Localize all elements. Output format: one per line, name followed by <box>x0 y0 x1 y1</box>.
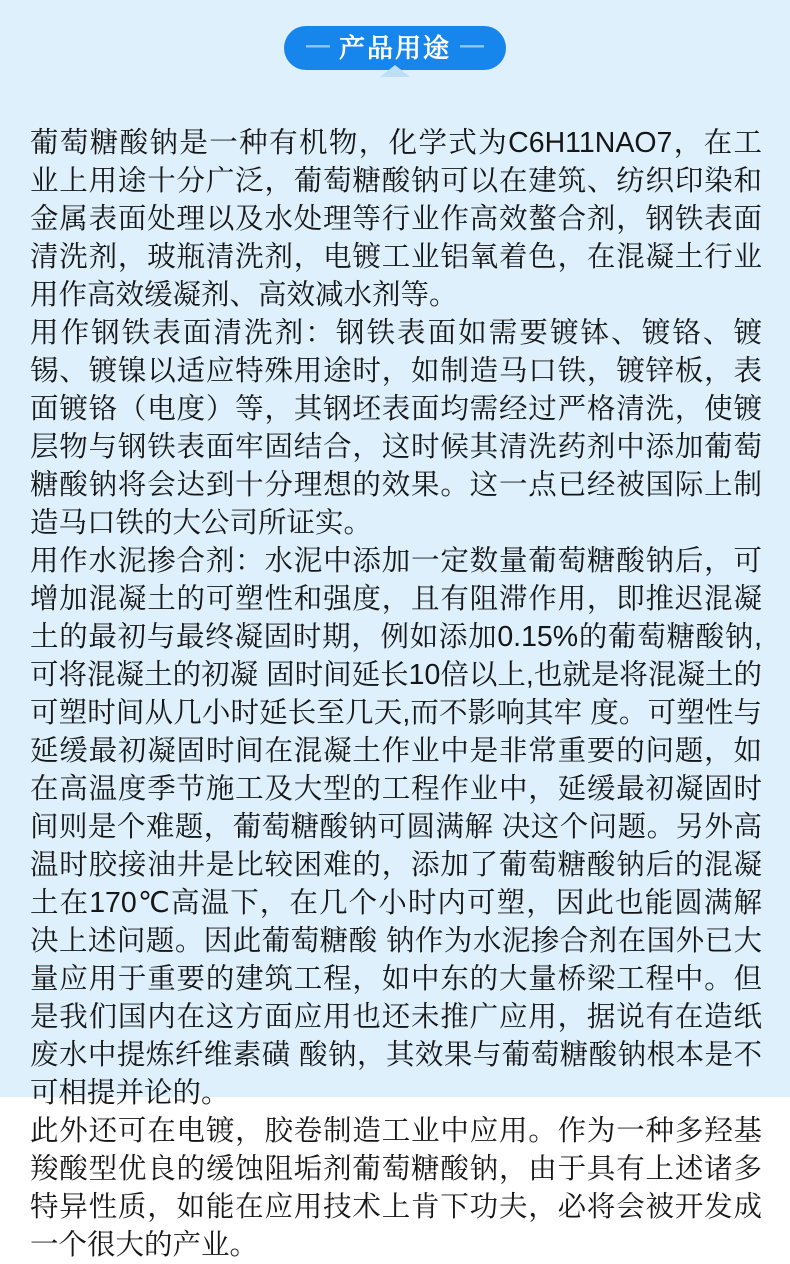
section-title: 产品用途 <box>338 33 451 63</box>
paragraph-cement-admixture: 用作水泥掺合剂：水泥中添加一定数量葡萄糖酸钠后，可增加混凝土的可塑性和强度，且有阻滞作用，即推迟混凝土的最初与最终凝固时期，例如添加0.15%的葡萄糖酸钠,可将混凝土的初凝 固时间延长10倍以上,也就是将混凝土的可塑时间从几小时延长至几天,而不影响其牢 度。可塑性与延缓最初凝固时间在混凝土作业中是非常重要的问题，如在高温度季节施工及大型的工程作业中，延缓最初凝固时间则是个难题，葡萄糖酸钠可圆满解 决这个问题。另外高温时胶接油井是比较困难的，添加了葡萄糖酸钠后的混凝土在170℃高温下，在几个小时内可塑，因此也能圆满解决上述问题。因此葡萄糖酸 钠作为水泥掺合剂在国外已大量应用于重要的建筑工程，如中东的大量桥梁工程中。但是我们国内在这方面应用也还未推广应用，据说有在造纸废水中提炼纤维素磺 酸钠，其效果与葡萄糖酸钠根本是不可相提并论的。 <box>30 545 762 1109</box>
paragraph-other-uses: 此外还可在电镀，胶卷制造工业中应用。作为一种多羟基羧酸型优良的缓蚀阻垢剂葡萄糖酸钠，由于具有上述诸多特异性质，如能在应用技术上肯下功夫，必将会被开发成一个很大的产业。 <box>30 1115 762 1261</box>
paragraph-overview: 葡萄糖酸钠是一种有机物，化学式为C6H11NAO7，在工业上用途十分广泛，葡萄糖酸钠可以在建筑、纺织印染和金属表面处理以及水处理等行业作高效螯合剂，钢铁表面清洗剂，玻瓶清洗剂，电镀工业铝氧着色，在混凝土行业用作高效缓凝剂、高效减水剂等。 <box>30 127 762 311</box>
product-description <box>30 124 762 1264</box>
badge-dash-right: — <box>460 32 484 59</box>
badge-dash-left: — <box>305 32 330 59</box>
section-title-badge <box>284 26 506 70</box>
badge-tail-triangle <box>380 65 410 77</box>
section-header <box>0 0 790 70</box>
paragraph-steel-cleaning: 用作钢铁表面清洗剂：钢铁表面如需要镀钵、镀铬、镀锡、镀镍以适应特殊用途时，如制造马口铁，镀锌板，表面镀铬（电度）等，其钢坯表面均需经过严格清洗，使镀层物与钢铁表面牢固结合，这时候其清洗药剂中添加葡萄糖酸钠将会达到十分理想的效果。这一点已经被国际上制造马口铁的大公司所证实。 <box>30 317 762 539</box>
